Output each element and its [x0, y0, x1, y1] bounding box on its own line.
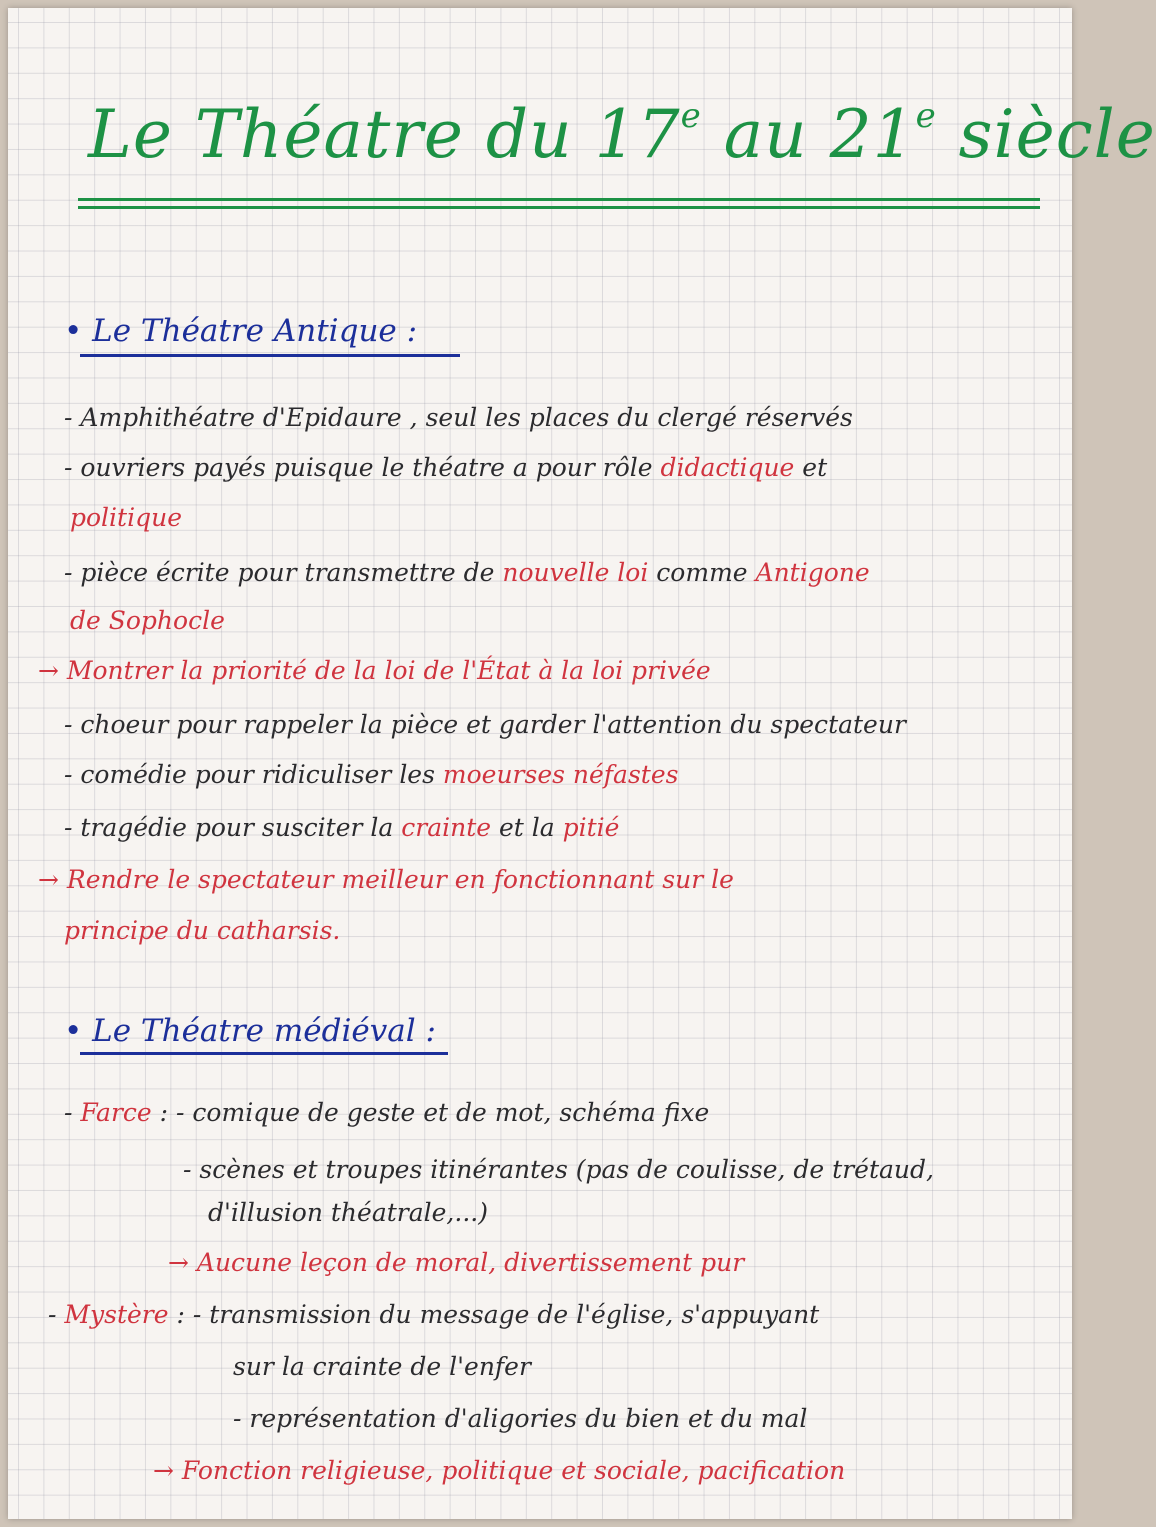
title-underline: [78, 206, 1040, 209]
section-underline: [80, 1052, 448, 1055]
note-line: - tragédie pour susciter la crainte et la pitié: [64, 813, 620, 842]
title-part: siècle: [936, 96, 1156, 173]
note-line: principe du catharsis.: [64, 916, 341, 945]
note-line: - Farce : - comique de geste et de mot, schéma fixe: [64, 1098, 710, 1127]
note-line: - choeur pour rappeler la pièce et garder l'attention du spectateur: [64, 710, 906, 739]
notebook-page: [8, 8, 1156, 1519]
note-line: - scènes et troupes itinérantes (pas de coulisse, de trétaud,: [183, 1155, 934, 1184]
title-part: au 21: [701, 96, 916, 173]
section-heading-medieval: • Le Théatre médiéval :: [64, 1013, 436, 1049]
note-line: - ouvriers payés puisque le théatre a pour rôle didactique et: [64, 453, 828, 482]
title-underline: [78, 198, 1040, 201]
note-line: - représentation d'aligories du bien et du mal: [233, 1404, 808, 1433]
page-title: [88, 96, 1156, 173]
section-underline: [80, 354, 460, 357]
note-line: sur la crainte de l'enfer: [233, 1352, 531, 1381]
note-line: - comédie pour ridiculiser les moeurses néfastes: [64, 760, 679, 789]
note-line: → Aucune leçon de moral, divertissement pur: [168, 1248, 745, 1277]
note-line: - Amphithéatre d'Epidaure , seul les places du clergé réservés: [64, 403, 853, 432]
note-line: → Rendre le spectateur meilleur en fonctionnant sur le: [38, 865, 734, 894]
title-part: Le Théatre du 17: [88, 96, 681, 173]
note-line: - pièce écrite pour transmettre de nouvelle loi comme Antigone: [64, 558, 870, 587]
note-line: → Fonction religieuse, politique et sociale, pacification: [153, 1456, 846, 1485]
note-line: - Mystère : - transmission du message de l'église, s'appuyant: [48, 1300, 820, 1329]
title-superscript: e: [915, 96, 937, 136]
title-superscript: e: [680, 96, 702, 136]
note-line: de Sophocle: [70, 606, 225, 635]
note-line: d'illusion théatrale,...): [208, 1198, 488, 1227]
note-line: politique: [70, 503, 182, 532]
section-heading-antique: • Le Théatre Antique :: [64, 313, 418, 349]
note-line: → Montrer la priorité de la loi de l'État à la loi privée: [38, 656, 711, 685]
